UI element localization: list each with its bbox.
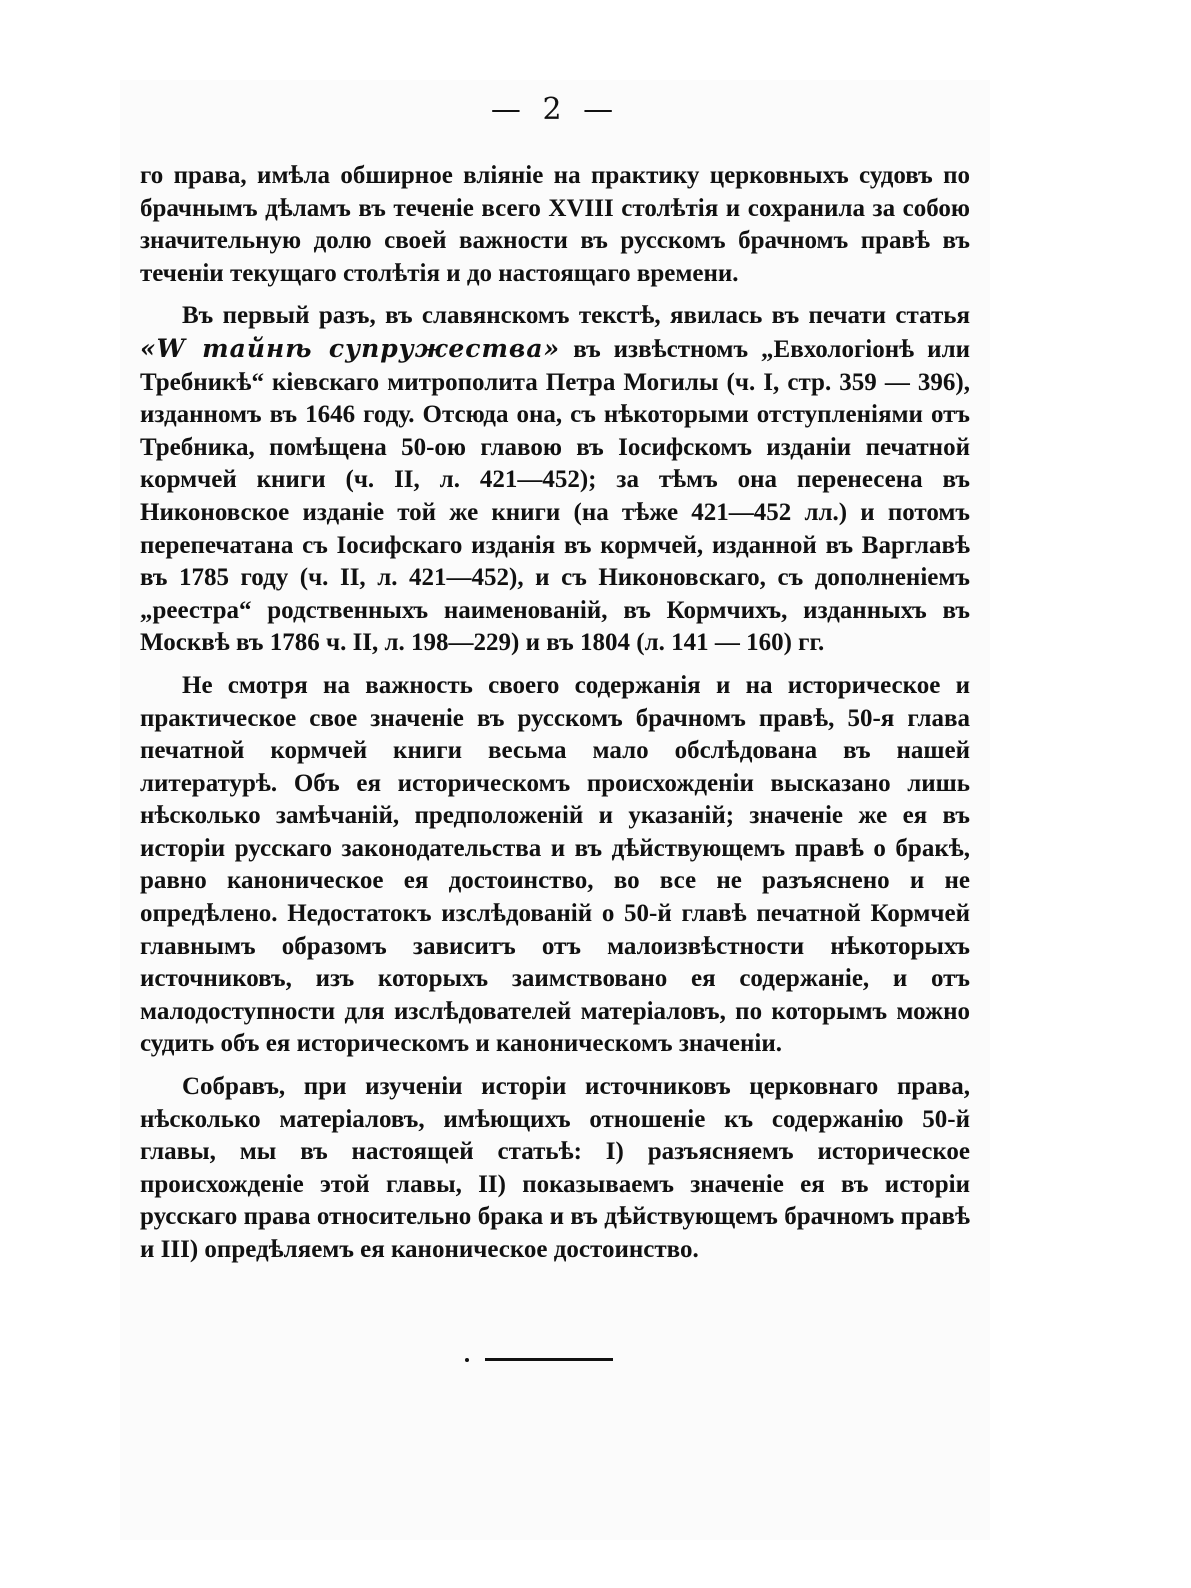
- paragraph-3: Не смотря на важность своего содержанія и на историческое и практическое свое значеніе въ русскомъ брачномъ правѣ, 50-я глава печатной кормчей книги весьма мало обслѣдована въ нашей литературѣ. Объ ея историческомъ происхожденіи высказано лишь нѣсколько замѣчаній, предположеній и указаній; значеніе же ея въ исторіи русскаго законодательства и въ дѣйствующемъ правѣ о бракѣ, равно каноническое ея достоинство, во все не разъяснено и не опредѣлено. Недостатокъ изслѣдованій о 50-й главѣ печатной Кормчей главнымъ образомъ зависитъ отъ малоизвѣстности нѣкоторыхъ источниковъ, изъ которыхъ заимствовано ея содержаніе, и отъ малодоступности для изслѣдователей матеріаловъ, по которымъ можно судить объ ея историческомъ и каноническомъ значеніи.: [140, 671, 970, 1058]
- paragraph-2-intro: Въ первый разъ, въ славянскомъ текстѣ, явилась въ печати статья: [182, 302, 970, 330]
- paragraph-2: [140, 300, 970, 660]
- end-rule: [485, 1358, 613, 1361]
- slavonic-article-title: «W тайнѣ супружества»: [140, 333, 561, 363]
- paragraph-2-rest: въ извѣстномъ „Евхологіонѣ или Требникѣ“ кіевскаго митрополита Петра Могилы (ч. I, стр. 359 — 396), изданномъ въ 1646 году. Отсюда она, съ нѣкоторыми отступленіями отъ Требника, помѣщена 50-ою главою въ Іосифскомъ изданіи печатной кормчей книги (ч. II, л. 421—452); за тѣмъ она перенесена въ Никоновское изданіе той же книги (на тѣже 421—452 лл.) и потомъ перепечатана съ Іосифскаго изданія въ кормчей, изданной въ Варглавѣ въ 1785 году (ч. II, л. 421—452), и съ Никоновскаго, съ дополненіемъ „реестра“ родственныхъ наименованій, въ Кормчихъ, изданныхъ въ Москвѣ въ 1786 ч. II, л. 198—229) и въ 1804 (л. 141 — 160) гг.: [140, 335, 970, 657]
- paragraph-1: го права, имѣла обширное вліяніе на практику церковныхъ судовъ по брачнымъ дѣламъ въ теченіе всего XVIII столѣтія и сохранила за собою значительную долю своей важности въ русскомъ брачномъ правѣ въ теченіи текущаго столѣтія и до настоящаго времени.: [140, 162, 970, 287]
- paragraph-4: Собравъ, при изученіи исторіи источниковъ церковнаго права, нѣсколько матеріаловъ, имѣющихъ отношеніе къ содержанію 50-й главы, мы въ настоящей статьѣ: I) разъясняемъ историческое происхожденіе этой главы, II) показываемъ значеніе ея въ исторіи русскаго права относительно брака и въ дѣйствующемъ брачномъ правѣ и III) опредѣляемъ ея каноническое достоинство.: [140, 1073, 970, 1263]
- book-page: [120, 80, 990, 1540]
- body-text: [140, 160, 970, 1277]
- page-number: — 2 —: [490, 92, 620, 127]
- end-rule-dot: [465, 1358, 469, 1362]
